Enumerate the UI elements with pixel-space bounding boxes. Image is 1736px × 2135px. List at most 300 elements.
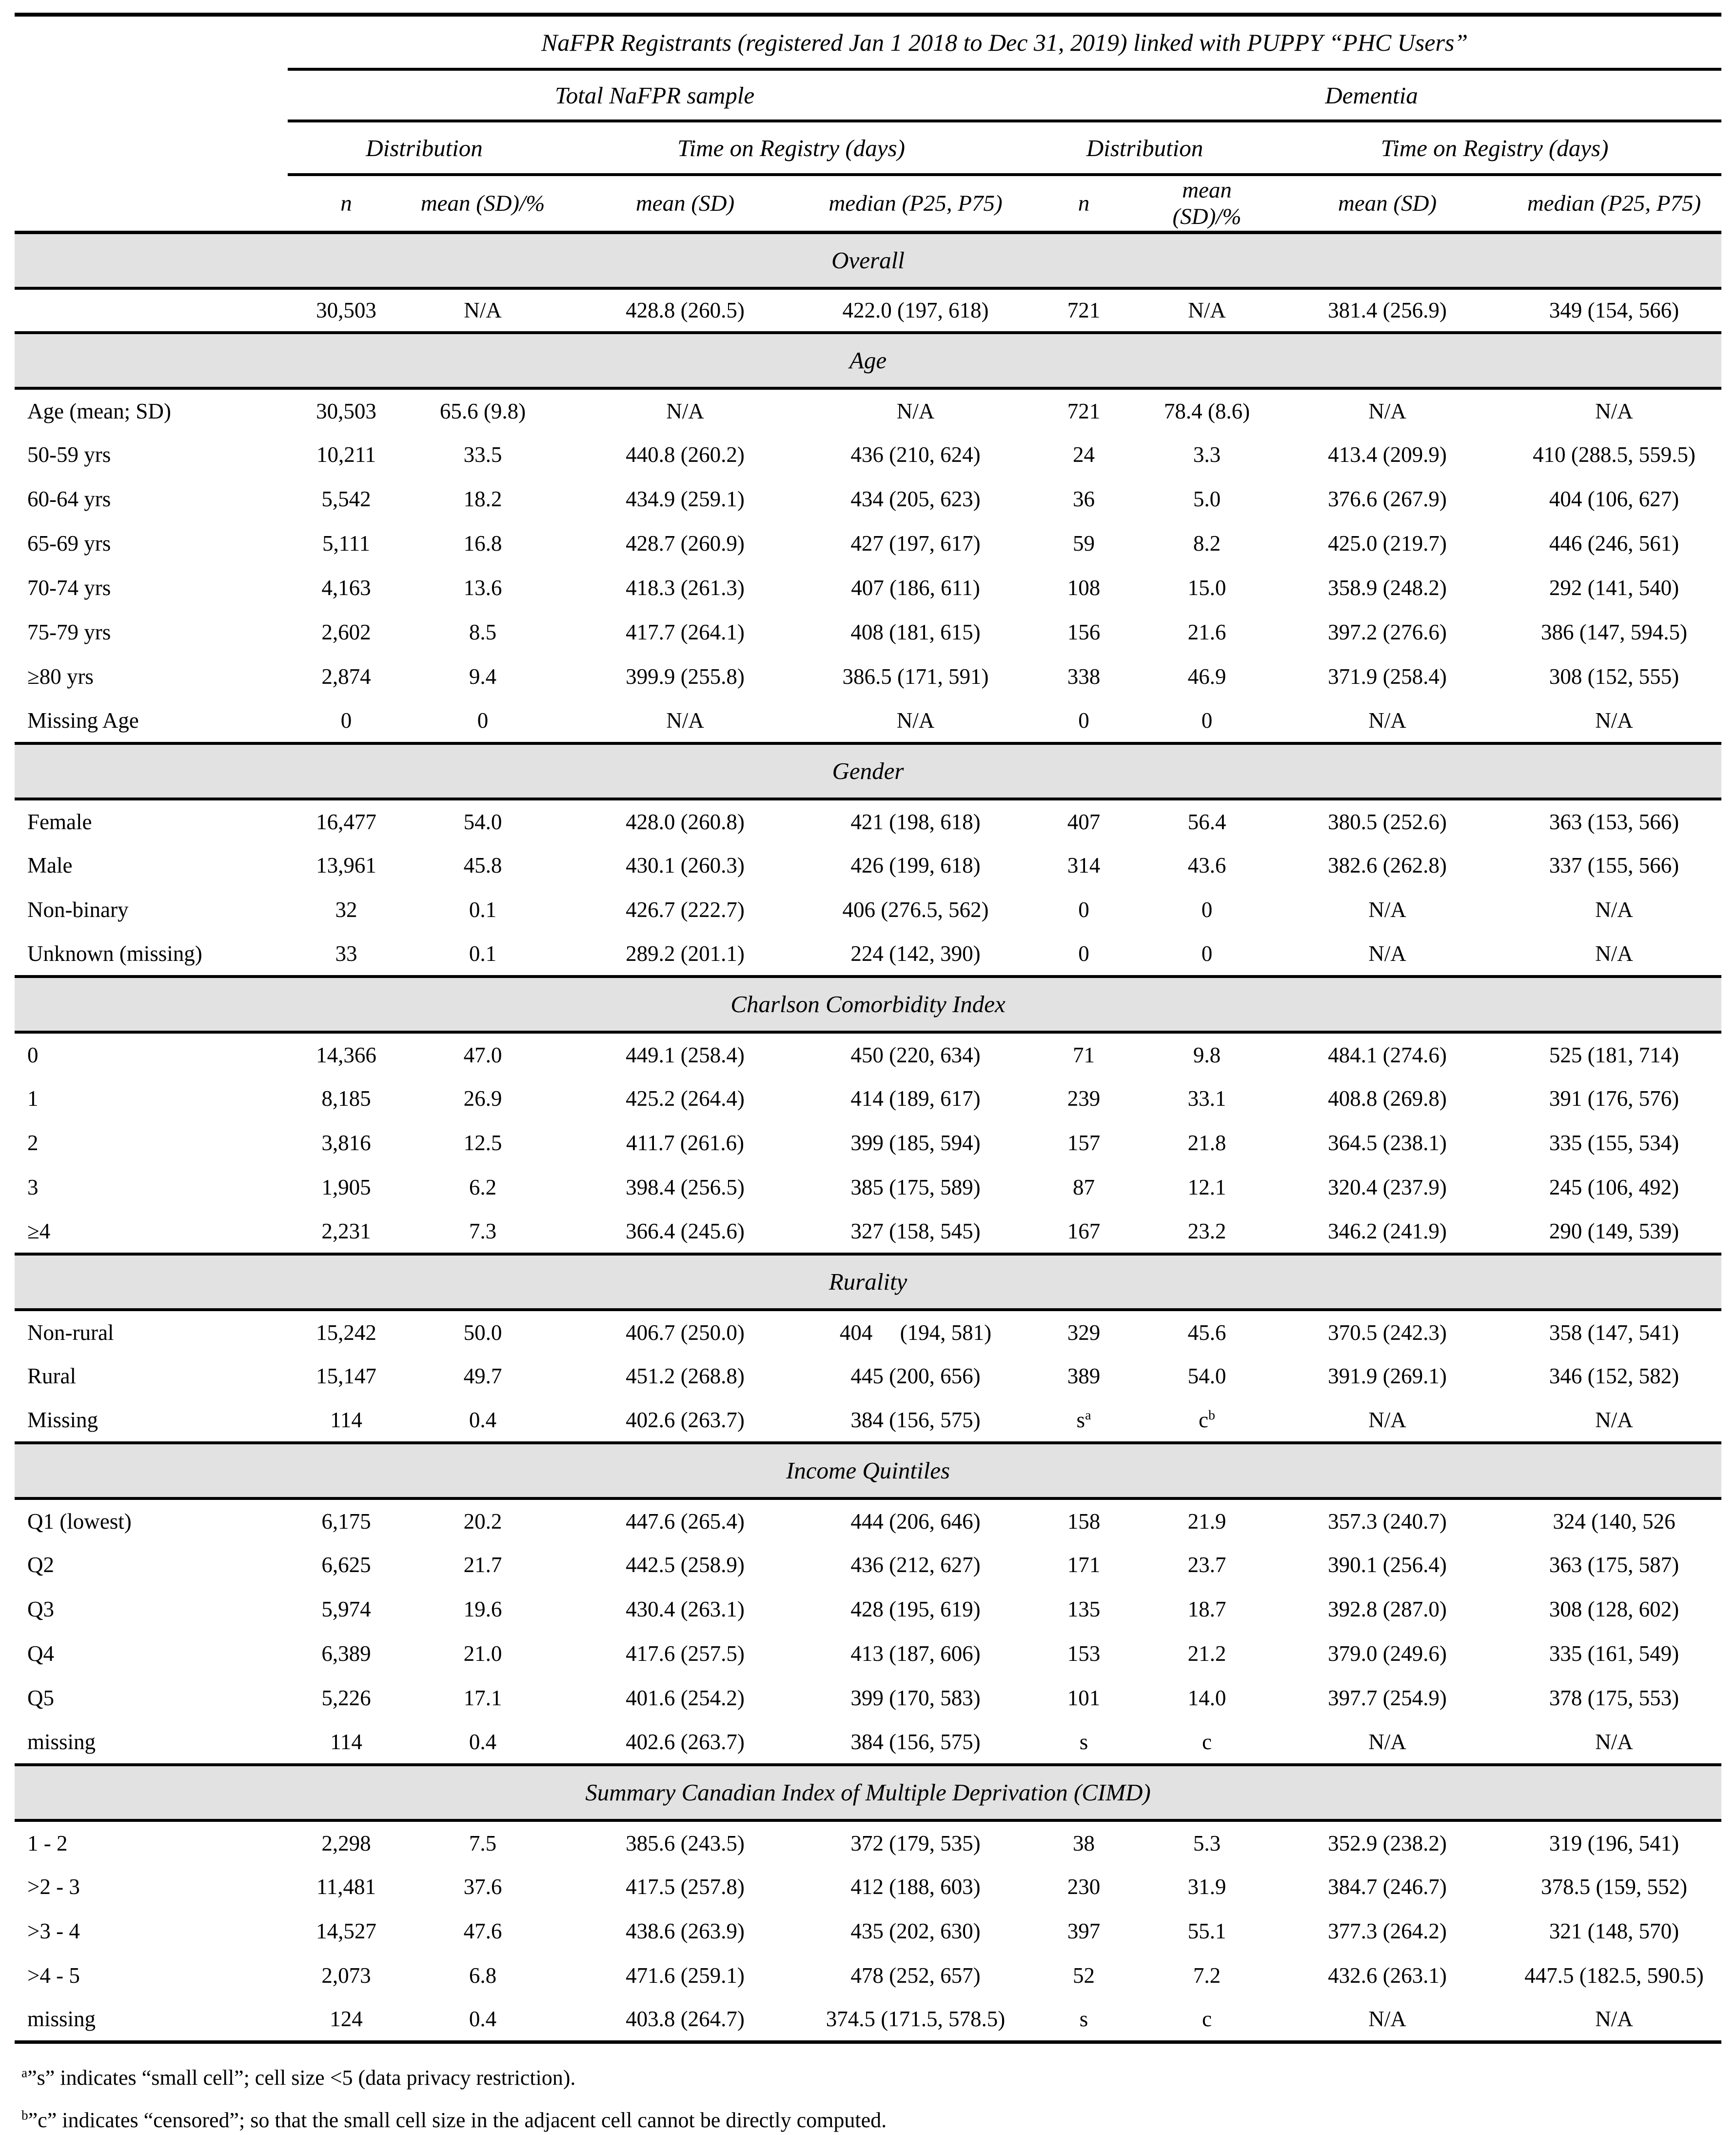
column-group-row	[15, 69, 1721, 121]
cell: 14,366	[316, 1042, 376, 1067]
cell: 171	[1067, 1553, 1101, 1577]
table-row	[15, 1909, 1721, 1954]
table-row	[15, 1543, 1721, 1587]
colhead-mean-sd-pct-total: mean (SD)/%	[405, 175, 561, 232]
cell: 4,163	[321, 576, 371, 600]
cell: 721	[1067, 298, 1101, 322]
cell: 391 (176, 576)	[1549, 1086, 1679, 1111]
cell: 308 (128, 602)	[1549, 1597, 1679, 1621]
cell: 45.8	[463, 853, 502, 878]
cell: 411.7 (261.6)	[626, 1131, 745, 1155]
row-label: Non-rural	[27, 1320, 114, 1345]
section-title: Rurality	[15, 1254, 1721, 1310]
colhead-median-total: median (P25, P75)	[809, 175, 1022, 232]
cell: 292 (141, 540)	[1549, 576, 1679, 600]
footnote-b-text: ”c” indicates “censored”; so that the small cell size in the adjacent cell cannot be directly computed.	[28, 2108, 887, 2133]
cell: 413 (187, 606)	[850, 1641, 981, 1666]
cell: 403.8 (264.7)	[626, 2007, 745, 2032]
cell: 7.3	[469, 1218, 497, 1243]
cell: N/A	[1368, 898, 1406, 922]
cell: 5,542	[321, 487, 371, 511]
table-row	[15, 1820, 1721, 1865]
table-row	[15, 799, 1721, 843]
cell: 363 (153, 566)	[1549, 809, 1679, 834]
cell: 425.2 (264.4)	[626, 1086, 745, 1111]
section-title: Overall	[15, 232, 1721, 288]
cell: 438.6 (263.9)	[626, 1919, 745, 1943]
cell: 389	[1067, 1364, 1101, 1388]
cell: N/A	[1595, 1407, 1633, 1432]
cell: 426 (199, 618)	[850, 853, 981, 878]
cell: 8.5	[469, 620, 497, 644]
cell: 374.5 (171.5, 578.5)	[826, 2007, 1006, 2032]
row-label: 70-74 yrs	[27, 576, 111, 600]
cell: 401.6 (254.2)	[626, 1686, 745, 1710]
cell: 0.1	[469, 898, 497, 922]
cell: 33.1	[1187, 1086, 1226, 1111]
cell: N/A	[1368, 708, 1406, 733]
title-row-spacer	[15, 15, 288, 69]
cell: 14,527	[316, 1919, 376, 1943]
cell: 410 (288.5, 559.5)	[1533, 442, 1696, 467]
cell: 308 (152, 555)	[1549, 664, 1679, 689]
cell: 484.1 (274.6)	[1328, 1042, 1447, 1067]
cell: 135	[1067, 1597, 1101, 1621]
cell: 46.9	[1187, 664, 1226, 689]
table-row	[15, 1354, 1721, 1398]
row-label: missing	[27, 2007, 96, 2032]
cell: 10,211	[316, 442, 376, 467]
cell: 114	[330, 1407, 362, 1432]
table-row	[15, 1077, 1721, 1121]
cell: 357.3 (240.7)	[1328, 1509, 1447, 1534]
cell: 412 (188, 603)	[850, 1875, 981, 1899]
cell: 404 (106, 627)	[1549, 487, 1679, 511]
cell: N/A	[1368, 399, 1406, 423]
cell: 16,477	[316, 809, 376, 834]
cell: 397.2 (276.6)	[1328, 620, 1447, 644]
cell: 525 (181, 714)	[1549, 1042, 1679, 1067]
footnotes	[15, 2044, 1721, 2135]
table-row	[15, 288, 1721, 333]
cell: 11,481	[316, 1875, 376, 1899]
subhead-distribution-total: Distribution	[288, 121, 561, 175]
cell-superscript: b	[1208, 1407, 1215, 1423]
cell: 38	[1073, 1831, 1095, 1856]
cell: 371.9 (258.4)	[1328, 664, 1447, 689]
cell: $c^b$	[1199, 1407, 1215, 1432]
cell: 319 (196, 541)	[1549, 1831, 1679, 1856]
cell: 20.2	[463, 1509, 502, 1534]
row-label: 2	[27, 1131, 39, 1155]
cell: 230	[1067, 1875, 1101, 1899]
cell: 2,602	[321, 620, 371, 644]
cell: 451.2 (268.8)	[626, 1364, 745, 1388]
cell: 384 (156, 575)	[850, 1729, 981, 1754]
colhead-n-dementia: n	[1022, 175, 1146, 232]
section-title: Age	[15, 333, 1721, 388]
cell: 385.6 (243.5)	[626, 1831, 745, 1856]
cell: 430.4 (263.1)	[626, 1597, 745, 1621]
cell: 346.2 (241.9)	[1328, 1218, 1447, 1243]
cell: 21.9	[1187, 1509, 1226, 1534]
row-label	[15, 288, 288, 333]
cell: 380.5 (252.6)	[1328, 809, 1447, 834]
cell: 0	[340, 708, 352, 733]
cell: 9.4	[469, 664, 497, 689]
cell: 382.6 (262.8)	[1328, 853, 1447, 878]
table-row	[15, 433, 1721, 477]
table-row	[15, 1398, 1721, 1443]
cell: 0.4	[469, 2007, 497, 2032]
section-header-row	[15, 1765, 1721, 1820]
footnote-b	[21, 2106, 1702, 2135]
cell: 320.4 (237.9)	[1328, 1175, 1447, 1199]
cell: 6.2	[469, 1175, 497, 1199]
col-group-dementia: Dementia	[1022, 69, 1721, 121]
cell: N/A	[464, 298, 502, 322]
cell: N/A	[1368, 1729, 1406, 1754]
cell: 153	[1067, 1641, 1101, 1666]
cell: 399 (185, 594)	[850, 1131, 981, 1155]
cell: 364.5 (238.1)	[1328, 1131, 1447, 1155]
row-label: Q3	[27, 1597, 54, 1621]
cell: 385 (175, 589)	[850, 1175, 981, 1199]
colhead-n-total: n	[288, 175, 405, 232]
cell: 239	[1067, 1086, 1101, 1111]
cell: 54.0	[463, 809, 502, 834]
row-label: 50-59 yrs	[27, 442, 111, 467]
cell: 33.5	[463, 442, 502, 467]
row-label: Age (mean; SD)	[27, 399, 171, 423]
cell: 434.9 (259.1)	[626, 487, 745, 511]
cell: 447.6 (265.4)	[626, 1509, 745, 1534]
cell: 3.3	[1193, 442, 1221, 467]
cell: 19.6	[463, 1597, 502, 1621]
cell: 5.3	[1193, 1831, 1221, 1856]
cell: 324 (140, 526	[1553, 1509, 1676, 1534]
cell: 432.6 (263.1)	[1328, 1963, 1447, 1988]
cell: 0	[1201, 941, 1213, 966]
footnote-b-marker: b	[21, 2108, 28, 2123]
cell: N/A	[666, 708, 704, 733]
cell: 436 (210, 624)	[850, 442, 981, 467]
cell: 15.0	[1187, 576, 1226, 600]
cell: 406.7 (250.0)	[626, 1320, 745, 1345]
cell: N/A	[1368, 2007, 1406, 2032]
cell: 408.8 (269.8)	[1328, 1086, 1447, 1111]
cell: 15,242	[316, 1320, 376, 1345]
row-label: >4 - 5	[27, 1963, 80, 1988]
table-row	[15, 1998, 1721, 2042]
table-row	[15, 388, 1721, 433]
cell: 417.5 (257.8)	[626, 1875, 745, 1899]
cell: 59	[1073, 531, 1095, 556]
cell: 55.1	[1187, 1919, 1226, 1943]
cell: 450 (220, 634)	[850, 1042, 981, 1067]
cell: 157	[1067, 1131, 1101, 1155]
row-label: Female	[27, 809, 92, 834]
table-row	[15, 699, 1721, 743]
cell: 426.7 (222.7)	[626, 898, 745, 922]
cell: 392.8 (287.0)	[1328, 1597, 1447, 1621]
cell: 54.0	[1187, 1364, 1226, 1388]
cell: 428 (195, 619)	[850, 1597, 981, 1621]
cell: 418.3 (261.3)	[626, 576, 745, 600]
cell: 0	[1201, 708, 1213, 733]
sub-row-spacer	[15, 121, 288, 175]
cell: 370.5 (242.3)	[1328, 1320, 1447, 1345]
cell: 425.0 (219.7)	[1328, 531, 1447, 556]
cell: 24	[1073, 442, 1095, 467]
cell: 50.0	[463, 1320, 502, 1345]
cell-superscript: a	[1085, 1407, 1091, 1423]
row-label: Rural	[27, 1364, 76, 1388]
row-label: Missing	[27, 1407, 99, 1432]
table-row	[15, 1121, 1721, 1165]
cell: 21.8	[1187, 1131, 1226, 1155]
cell: N/A	[896, 399, 935, 423]
cell: 78.4 (8.6)	[1164, 399, 1250, 423]
section-header-row	[15, 977, 1721, 1032]
column-header-row	[15, 175, 1721, 232]
cell: 47.0	[463, 1042, 502, 1067]
row-label: 60-64 yrs	[27, 487, 111, 511]
cell: 378 (175, 553)	[1549, 1686, 1679, 1710]
cell: 0	[1078, 708, 1089, 733]
row-label: Male	[27, 853, 73, 878]
cell: 7.2	[1193, 1963, 1221, 1988]
cell: 378.5 (159, 552)	[1541, 1875, 1688, 1899]
cell: 156	[1067, 620, 1101, 644]
cell: 337 (155, 566)	[1549, 853, 1679, 878]
cell: 352.9 (238.2)	[1328, 1831, 1447, 1856]
cell: 2,874	[321, 664, 371, 689]
cell: 406 (276.5, 562)	[842, 898, 989, 922]
cell: 338	[1067, 664, 1101, 689]
section-title: Gender	[15, 743, 1721, 799]
cell: 2,073	[321, 1963, 371, 1988]
cell: 402.6 (263.7)	[626, 1407, 745, 1432]
footnote-a-text: ”s” indicates “small cell”; cell size <5 (data privacy restriction).	[27, 2066, 576, 2090]
cell: 327 (158, 545)	[850, 1218, 981, 1243]
cell: 427 (197, 617)	[850, 531, 981, 556]
row-label: 0	[27, 1042, 39, 1067]
cell: 358 (147, 541)	[1549, 1320, 1679, 1345]
row-label: Q5	[27, 1686, 54, 1710]
row-label: Unknown (missing)	[27, 941, 202, 966]
cell: 167	[1067, 1218, 1101, 1243]
cell: N/A	[1368, 1407, 1406, 1432]
cell: 399 (170, 583)	[850, 1686, 981, 1710]
row-label: >3 - 4	[27, 1919, 80, 1943]
cell: 314	[1067, 853, 1101, 878]
cell: 417.7 (264.1)	[626, 620, 745, 644]
cell: 372 (179, 535)	[850, 1831, 981, 1856]
cell: 445 (200, 656)	[850, 1364, 981, 1388]
cell: 108	[1067, 576, 1101, 600]
cell: 21.2	[1187, 1641, 1226, 1666]
cell: 52	[1073, 1963, 1095, 1988]
cell: 101	[1067, 1686, 1101, 1710]
cell: 5,111	[322, 531, 370, 556]
cell: 447.5 (182.5, 590.5)	[1524, 1963, 1704, 1988]
cell: 346 (152, 582)	[1549, 1364, 1679, 1388]
row-label: >2 - 3	[27, 1875, 80, 1899]
cell: 381.4 (256.9)	[1328, 298, 1447, 322]
table-row	[15, 1210, 1721, 1254]
table-title: NaFPR Registrants (registered Jan 1 2018 to Dec 31, 2019) linked with PUPPY “PHC Users”	[288, 15, 1721, 69]
cell: 2,231	[321, 1218, 371, 1243]
cell: 386 (147, 594.5)	[1541, 620, 1688, 644]
cell: 399.9 (255.8)	[626, 664, 745, 689]
table-row	[15, 1676, 1721, 1720]
cell: 8,185	[321, 1086, 371, 1111]
cell: 21.7	[463, 1553, 502, 1577]
row-label: Q4	[27, 1641, 54, 1666]
cell: 8.2	[1193, 531, 1221, 556]
cell: 33	[335, 941, 357, 966]
row-label: 1	[27, 1086, 39, 1111]
cell: N/A	[1368, 941, 1406, 966]
cell: 289.2 (201.1)	[626, 941, 745, 966]
cell: 0.4	[469, 1407, 497, 1432]
cell: 363 (175, 587)	[1549, 1553, 1679, 1577]
cell: 16.8	[463, 531, 502, 556]
cell: N/A	[1595, 399, 1633, 423]
cell: 49.7	[463, 1364, 502, 1388]
footnote-a-marker: a	[21, 2065, 28, 2080]
cell: 14.0	[1187, 1686, 1226, 1710]
cell: 224 (142, 390)	[850, 941, 981, 966]
colhead-mean-sd-dementia: mean (SD)	[1268, 175, 1507, 232]
table-row	[15, 477, 1721, 521]
cell: 87	[1073, 1175, 1095, 1199]
cell: 32	[335, 898, 357, 922]
section-title: Summary Canadian Index of Multiple Deprivation (CIMD)	[15, 1765, 1721, 1820]
cell: 30,503	[316, 399, 376, 423]
cell: 56.4	[1187, 809, 1226, 834]
cell: c	[1202, 2007, 1212, 2032]
table-row	[15, 888, 1721, 932]
table-row	[15, 1865, 1721, 1909]
cell: 398.4 (256.5)	[626, 1175, 745, 1199]
cell: 45.6	[1187, 1320, 1226, 1345]
cell: 384 (156, 575)	[850, 1407, 981, 1432]
row-label: ≥4	[27, 1218, 51, 1243]
cell: 428.8 (260.5)	[626, 298, 745, 322]
cell: 379.0 (249.6)	[1328, 1641, 1447, 1666]
table-row	[15, 932, 1721, 977]
cell: 444 (206, 646)	[850, 1509, 981, 1534]
table-row	[15, 1587, 1721, 1632]
cell: 6,175	[321, 1509, 371, 1534]
cell: 422.0 (197, 618)	[842, 298, 989, 322]
cell: 23.2	[1187, 1218, 1226, 1243]
cell: $s^a$	[1076, 1407, 1091, 1432]
cell: 446 (246, 561)	[1549, 531, 1679, 556]
cell: 9.8	[1193, 1042, 1221, 1067]
cell: 13.6	[463, 576, 502, 600]
cell: N/A	[1595, 2007, 1633, 2032]
cell: 0.4	[469, 1729, 497, 1754]
row-label: 75-79 yrs	[27, 620, 111, 644]
cell: 30,503	[316, 298, 376, 322]
cell: 449.1 (258.4)	[626, 1042, 745, 1067]
cell: 478 (252, 657)	[850, 1963, 981, 1988]
cell: 721	[1067, 399, 1101, 423]
cell: 335 (161, 549)	[1549, 1641, 1679, 1666]
cell: s	[1079, 1729, 1088, 1754]
cell: 17.1	[463, 1686, 502, 1710]
cell: 402.6 (263.7)	[626, 1729, 745, 1754]
cell: 5,226	[321, 1686, 371, 1710]
table-row	[15, 1498, 1721, 1543]
row-label: 65-69 yrs	[27, 531, 111, 556]
cell: 377.3 (264.2)	[1328, 1919, 1447, 1943]
table-row	[15, 1032, 1721, 1077]
cell: 6,389	[321, 1641, 371, 1666]
cell: 442.5 (258.9)	[626, 1553, 745, 1577]
cell: 5.0	[1193, 487, 1221, 511]
cell: 43.6	[1187, 853, 1226, 878]
cell: 321 (148, 570)	[1549, 1919, 1679, 1943]
cell: 114	[330, 1729, 362, 1754]
cell: 36	[1073, 487, 1095, 511]
cell: 386.5 (171, 591)	[842, 664, 989, 689]
cell: 21.0	[463, 1641, 502, 1666]
subhead-distribution-dementia: Distribution	[1022, 121, 1268, 175]
row-label: 3	[27, 1175, 39, 1199]
cell: 349 (154, 566)	[1549, 298, 1679, 322]
cell: 15,147	[316, 1364, 376, 1388]
row-label: Q1 (lowest)	[27, 1509, 132, 1534]
cell: N/A	[1595, 898, 1633, 922]
cell: 329	[1067, 1320, 1101, 1345]
section-header-row	[15, 1443, 1721, 1498]
subhead-time-on-registry-total: Time on Registry (days)	[561, 121, 1022, 175]
cell: 12.1	[1187, 1175, 1226, 1199]
cell: 1,905	[321, 1175, 371, 1199]
table-row	[15, 610, 1721, 655]
section-header-row	[15, 333, 1721, 388]
cell: 71	[1073, 1042, 1095, 1067]
cell: 13,961	[316, 853, 376, 878]
cell: 5,974	[321, 1597, 371, 1621]
cell: 430.1 (260.3)	[626, 853, 745, 878]
section-header-row	[15, 232, 1721, 288]
cell: 408 (181, 615)	[850, 620, 981, 644]
cell: 376.6 (267.9)	[1328, 487, 1447, 511]
cell: 245 (106, 492)	[1549, 1175, 1679, 1199]
cell: 391.9 (269.1)	[1328, 1364, 1447, 1388]
colhead-mean-sd-total: mean (SD)	[561, 175, 809, 232]
cell: 0	[1201, 898, 1213, 922]
table-title-row	[15, 15, 1721, 69]
cell: 384.7 (246.7)	[1328, 1875, 1447, 1899]
row-label: Non-binary	[27, 898, 129, 922]
table-row	[15, 655, 1721, 699]
row-label: 1 - 2	[27, 1831, 68, 1856]
cell: 407 (186, 611)	[851, 576, 980, 600]
cell: 0	[477, 708, 489, 733]
subhead-time-on-registry-dementia: Time on Registry (days)	[1268, 121, 1721, 175]
colhead-mean-sd-pct-dementia: mean (SD)/%	[1146, 175, 1268, 232]
section-header-row	[15, 743, 1721, 799]
colhead-median-dementia: median (P25, P75)	[1507, 175, 1721, 232]
row-label: missing	[27, 1729, 96, 1754]
cell: 18.2	[463, 487, 502, 511]
